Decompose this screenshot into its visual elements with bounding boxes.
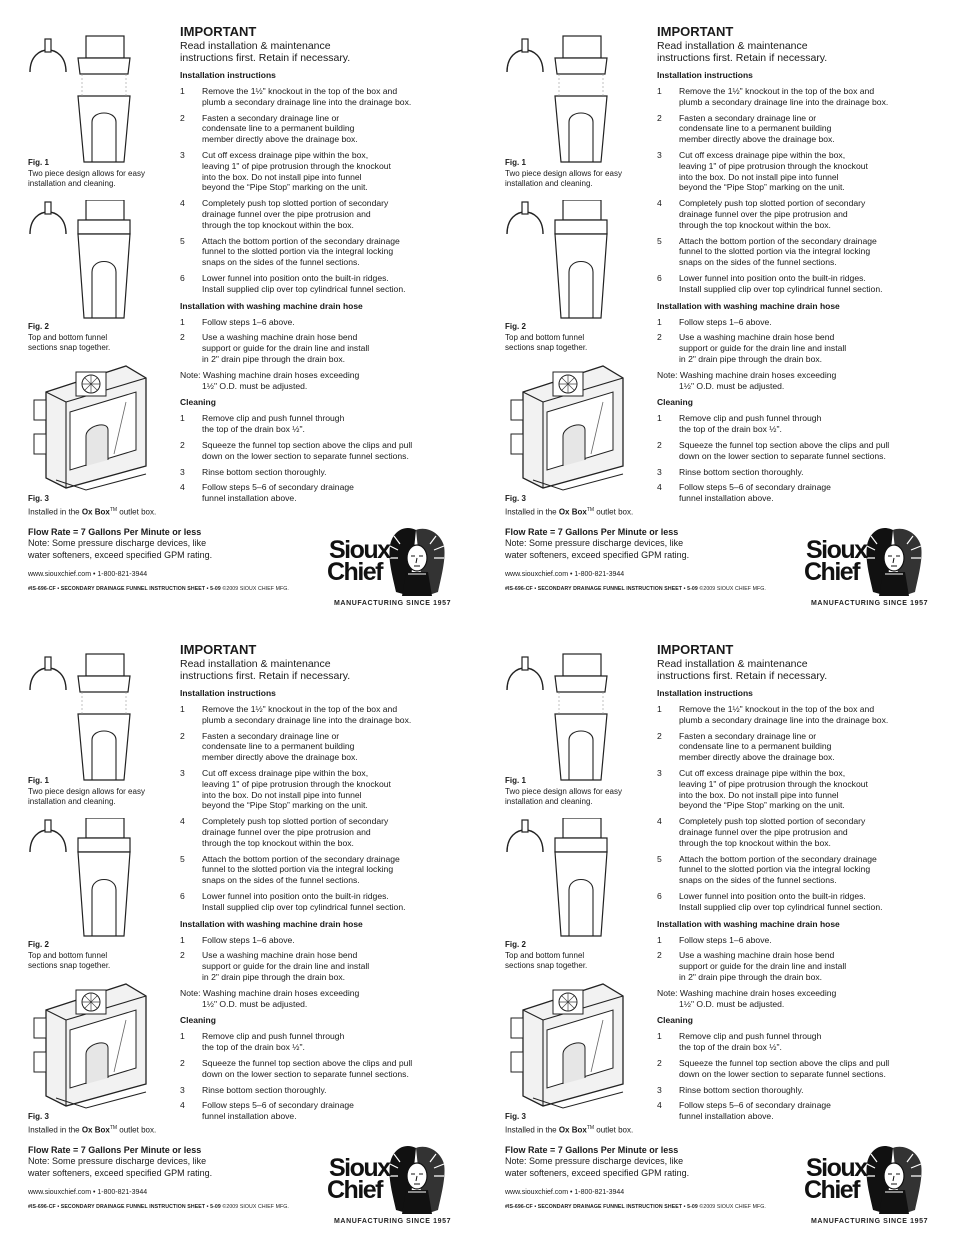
install-step-item xyxy=(180,816,480,848)
step-text: Remove the 1½" knockout in the top of the box and plumb a secondary drainage line into the drainage box. xyxy=(679,704,889,725)
fig3-caption: Fig. 3 Installed in the Ox Box™ outlet box. xyxy=(505,1112,634,1135)
cleaning-heading: Cleaning xyxy=(180,397,216,408)
step-number: 2 xyxy=(180,332,185,343)
install-step-item xyxy=(180,86,480,108)
washer-step-item xyxy=(657,935,954,946)
doc-code: #IS-696-CF • SECONDARY DRAINAGE FUNNEL INSTRUCTION SHEET • 5-09 ©2009 SIOUX CHIEF MFG. xyxy=(28,586,289,592)
website-phone: www.siouxchief.com • 1-800-821-3944 xyxy=(28,1189,148,1196)
step-text: Rinse bottom section thoroughly. xyxy=(679,1084,804,1095)
instruction-sheet-bottom-right xyxy=(501,640,954,1250)
install-step-item xyxy=(657,704,954,726)
step-number: 5 xyxy=(180,235,185,246)
step-text: Use a washing machine drain hose bend support or guide for the drain line and install in 2" drain pipe through the drain box. xyxy=(679,950,847,982)
install-heading: Installation instructions xyxy=(657,70,753,80)
step-text: Follow steps 1–6 above. xyxy=(679,934,772,945)
install-heading: Installation instructions xyxy=(657,688,753,698)
step-number: 3 xyxy=(657,149,662,160)
step-number: 3 xyxy=(657,767,662,778)
cleaning-step-item xyxy=(657,413,954,435)
cleaning-heading: Cleaning xyxy=(180,1015,216,1026)
step-text: Rinse bottom section thoroughly. xyxy=(679,466,804,477)
washer-note: Note: Washing machine drain hoses exceeding 1½" O.D. must be adjusted. xyxy=(180,369,360,391)
flow-note-1: Note: Some pressure discharge devices, like xyxy=(505,1156,684,1166)
step-number: 2 xyxy=(180,950,185,961)
fig1-caption: Fig. 1 Two piece design allows for easy installation and cleaning. xyxy=(28,776,145,806)
flow-note-2: water softeners, exceed specified GPM rating. xyxy=(505,550,690,560)
fig3-illustration xyxy=(26,362,166,492)
washer-step-item xyxy=(180,935,480,946)
fig1-caption: Fig. 1 Two piece design allows for easy installation and cleaning. xyxy=(505,158,622,188)
step-number: 3 xyxy=(180,149,185,160)
step-number: 1 xyxy=(180,1031,185,1042)
step-text: Fasten a secondary drainage line or condensate line to a permanent building member directly above the drainage box. xyxy=(202,730,358,763)
step-text: Follow steps 5–6 of secondary drainage funnel installation above. xyxy=(679,482,831,504)
washer-steps xyxy=(180,935,480,983)
step-number: 1 xyxy=(657,86,662,96)
step-number: 2 xyxy=(180,112,185,123)
read-first-line-1: Read installation & maintenance xyxy=(657,40,808,52)
chief-headdress-icon xyxy=(863,522,925,598)
step-number: 4 xyxy=(657,198,662,209)
step-number: 4 xyxy=(657,1100,662,1111)
step-number: 5 xyxy=(657,235,662,246)
fig3-caption: Fig. 3 Installed in the Ox Box™ outlet box. xyxy=(28,494,157,517)
step-number: 2 xyxy=(180,730,185,741)
washer-heading: Installation with washing machine drain hose xyxy=(657,300,840,311)
step-number: 1 xyxy=(180,86,185,96)
fig3-caption: Fig. 3 Installed in the Ox Box™ outlet box. xyxy=(505,494,634,517)
step-number: 5 xyxy=(180,853,185,864)
cleaning-step-item xyxy=(657,1058,954,1080)
step-text: Cut off excess drainage pipe within the box, leaving 1" of pipe protrusion through the knockout into the box. Do not install pipe into funnel beyond the “Pipe Stop” marking on the unit. xyxy=(679,767,868,811)
fig2-caption: Fig. 2 Top and bottom funnel sections snap together. xyxy=(505,322,588,352)
install-step-item xyxy=(180,768,480,811)
fig3-illustration xyxy=(503,362,643,492)
step-text: Use a washing machine drain hose bend support or guide for the drain line and install in 2" drain pipe through the drain box. xyxy=(202,950,370,982)
brand-tagline: MANUFACTURING SINCE 1957 xyxy=(811,600,929,607)
install-steps xyxy=(657,704,954,913)
cleaning-step-item xyxy=(180,1100,480,1122)
install-step-item xyxy=(657,198,954,230)
step-number: 4 xyxy=(657,816,662,827)
important-heading: IMPORTANT xyxy=(657,642,734,657)
fig1-illustration xyxy=(503,34,643,164)
step-number: 3 xyxy=(180,466,185,477)
step-number: 2 xyxy=(657,1057,662,1068)
fig1-illustration xyxy=(26,652,166,782)
instructions-column xyxy=(180,25,480,509)
footer xyxy=(505,1145,805,1210)
washer-note: Note: Washing machine drain hoses exceeding 1½" O.D. must be adjusted. xyxy=(657,987,837,1009)
install-step-item xyxy=(180,150,480,193)
install-step-item xyxy=(180,854,480,886)
step-number: 6 xyxy=(180,272,185,283)
washer-step-item xyxy=(657,317,954,328)
step-number: 3 xyxy=(657,466,662,477)
important-heading: IMPORTANT xyxy=(657,24,734,39)
fig3-caption: Fig. 3 Installed in the Ox Box™ outlet box. xyxy=(28,1112,157,1135)
footer xyxy=(28,527,328,592)
flow-note-1: Note: Some pressure discharge devices, like xyxy=(28,1156,207,1166)
step-number: 2 xyxy=(180,439,185,450)
step-text: Attach the bottom portion of the secondary drainage funnel to the slotted portion via the integral locking snaps on the sides of the funnel sections. xyxy=(679,235,877,268)
step-number: 1 xyxy=(657,413,662,424)
step-number: 6 xyxy=(657,272,662,283)
step-text: Remove clip and push funnel through the top of the drain box ½". xyxy=(202,413,345,435)
brand-chief: Chief xyxy=(804,558,859,586)
sioux-chief-logo xyxy=(801,522,929,614)
step-text: Remove the 1½" knockout in the top of the box and plumb a secondary drainage line into the drainage box. xyxy=(202,86,412,107)
install-step-item xyxy=(180,704,480,726)
step-text: Rinse bottom section thoroughly. xyxy=(202,1084,327,1095)
washer-step-item xyxy=(180,332,480,364)
website-phone: www.siouxchief.com • 1-800-821-3944 xyxy=(505,571,625,578)
step-text: Remove clip and push funnel through the top of the drain box ½". xyxy=(202,1031,345,1053)
install-steps xyxy=(180,704,480,913)
step-text: Lower funnel into position onto the built-in ridges. Install supplied clip over top cylindrical funnel section. xyxy=(679,890,883,912)
step-text: Follow steps 1–6 above. xyxy=(679,316,772,327)
flow-note-2: water softeners, exceed specified GPM rating. xyxy=(28,550,213,560)
footer xyxy=(505,527,805,592)
step-number: 2 xyxy=(657,730,662,741)
brand-chief: Chief xyxy=(804,1176,859,1204)
install-steps xyxy=(180,86,480,295)
flow-rate: Flow Rate = 7 Gallons Per Minute or less xyxy=(28,527,202,537)
step-text: Use a washing machine drain hose bend support or guide for the drain line and install in 2" drain pipe through the drain box. xyxy=(202,332,370,364)
step-text: Squeeze the funnel top section above the clips and pull down on the lower section to separate funnel sections. xyxy=(202,1057,413,1079)
cleaning-heading: Cleaning xyxy=(657,397,693,408)
install-step-item xyxy=(180,236,480,268)
fig2-caption: Fig. 2 Top and bottom funnel sections snap together. xyxy=(28,940,111,970)
washer-step-item xyxy=(180,950,480,982)
step-text: Squeeze the funnel top section above the clips and pull down on the lower section to separate funnel sections. xyxy=(679,1057,890,1079)
step-text: Cut off excess drainage pipe within the box, leaving 1" of pipe protrusion through the knockout into the box. Do not install pipe into funnel beyond the “Pipe Stop” marking on the unit. xyxy=(202,767,391,811)
cleaning-step-item xyxy=(657,1031,954,1053)
fig2-illustration xyxy=(26,200,166,320)
install-heading: Installation instructions xyxy=(180,688,276,698)
install-step-item xyxy=(657,113,954,145)
install-heading: Installation instructions xyxy=(180,70,276,80)
step-number: 1 xyxy=(180,934,185,945)
brand-tagline: MANUFACTURING SINCE 1957 xyxy=(334,600,452,607)
cleaning-step-item xyxy=(180,1058,480,1080)
chief-headdress-icon xyxy=(386,1140,448,1216)
cleaning-step-item xyxy=(657,482,954,504)
fig1-illustration xyxy=(26,34,166,164)
step-number: 3 xyxy=(657,1084,662,1095)
cleaning-steps xyxy=(180,413,480,504)
brand-sioux: Sioux xyxy=(806,536,867,564)
flow-rate: Flow Rate = 7 Gallons Per Minute or less xyxy=(505,1145,679,1155)
washer-step-item xyxy=(657,332,954,364)
step-number: 1 xyxy=(657,704,662,714)
step-text: Follow steps 1–6 above. xyxy=(202,934,295,945)
brand-tagline: MANUFACTURING SINCE 1957 xyxy=(811,1218,929,1225)
washer-step-item xyxy=(657,950,954,982)
fig2-illustration xyxy=(26,818,166,938)
read-first-line-2: instructions first. Retain if necessary. xyxy=(180,670,351,682)
fig3-illustration xyxy=(503,980,643,1110)
install-step-item xyxy=(180,731,480,763)
step-text: Cut off excess drainage pipe within the box, leaving 1" of pipe protrusion through the knockout into the box. Do not install pipe into funnel beyond the “Pipe Stop” marking on the unit. xyxy=(679,149,868,193)
install-step-item xyxy=(180,198,480,230)
step-text: Follow steps 1–6 above. xyxy=(202,316,295,327)
fig2-caption: Fig. 2 Top and bottom funnel sections snap together. xyxy=(28,322,111,352)
install-step-item xyxy=(180,273,480,295)
install-step-item xyxy=(657,150,954,193)
washer-note: Note: Washing machine drain hoses exceeding 1½" O.D. must be adjusted. xyxy=(657,369,837,391)
read-first-line-2: instructions first. Retain if necessary. xyxy=(180,52,351,64)
cleaning-steps xyxy=(657,1031,954,1122)
step-number: 1 xyxy=(657,1031,662,1042)
read-first-line-1: Read installation & maintenance xyxy=(180,658,331,670)
step-text: Remove the 1½" knockout in the top of the box and plumb a secondary drainage line into the drainage box. xyxy=(679,86,889,107)
install-step-item xyxy=(180,113,480,145)
install-step-item xyxy=(657,273,954,295)
step-number: 1 xyxy=(180,704,185,714)
install-step-item xyxy=(657,891,954,913)
step-number: 6 xyxy=(657,890,662,901)
cleaning-step-item xyxy=(657,1085,954,1096)
step-text: Attach the bottom portion of the secondary drainage funnel to the slotted portion via the integral locking snaps on the sides of the funnel sections. xyxy=(679,853,877,886)
flow-note-1: Note: Some pressure discharge devices, like xyxy=(505,538,684,548)
chief-headdress-icon xyxy=(863,1140,925,1216)
washer-steps xyxy=(180,317,480,365)
instruction-sheet-top-left xyxy=(24,22,486,632)
read-first-line-2: instructions first. Retain if necessary. xyxy=(657,52,828,64)
fig2-caption: Fig. 2 Top and bottom funnel sections snap together. xyxy=(505,940,588,970)
install-step-item xyxy=(657,768,954,811)
chief-headdress-icon xyxy=(386,522,448,598)
brand-sioux: Sioux xyxy=(329,1154,390,1182)
read-first-line-1: Read installation & maintenance xyxy=(180,40,331,52)
install-step-item xyxy=(657,816,954,848)
fig1-caption: Fig. 1 Two piece design allows for easy installation and cleaning. xyxy=(28,158,145,188)
step-text: Cut off excess drainage pipe within the box, leaving 1" of pipe protrusion through the knockout into the box. Do not install pipe into funnel beyond the “Pipe Stop” marking on the unit. xyxy=(202,149,391,193)
step-number: 2 xyxy=(180,1057,185,1068)
fig2-illustration xyxy=(503,818,643,938)
step-text: Completely push top slotted portion of secondary drainage funnel over the pipe protrusion and through the top knockout within the box. xyxy=(679,198,866,230)
flow-note-2: water softeners, exceed specified GPM rating. xyxy=(28,1168,213,1178)
step-number: 1 xyxy=(180,316,185,327)
step-text: Completely push top slotted portion of secondary drainage funnel over the pipe protrusion and through the top knockout within the box. xyxy=(679,816,866,848)
flow-note-2: water softeners, exceed specified GPM rating. xyxy=(505,1168,690,1178)
cleaning-step-item xyxy=(180,467,480,478)
read-first-line-2: instructions first. Retain if necessary. xyxy=(657,670,828,682)
step-number: 4 xyxy=(180,816,185,827)
brand-chief: Chief xyxy=(327,558,382,586)
fig2-illustration xyxy=(503,200,643,320)
step-text: Fasten a secondary drainage line or condensate line to a permanent building member directly above the drainage box. xyxy=(679,112,835,145)
step-text: Attach the bottom portion of the secondary drainage funnel to the slotted portion via the integral locking snaps on the sides of the funnel sections. xyxy=(202,235,400,268)
website-phone: www.siouxchief.com • 1-800-821-3944 xyxy=(28,571,148,578)
washer-note: Note: Washing machine drain hoses exceeding 1½" O.D. must be adjusted. xyxy=(180,987,360,1009)
step-number: 4 xyxy=(180,198,185,209)
brand-chief: Chief xyxy=(327,1176,382,1204)
step-text: Remove clip and push funnel through the top of the drain box ½". xyxy=(679,1031,822,1053)
brand-tagline: MANUFACTURING SINCE 1957 xyxy=(334,1218,452,1225)
cleaning-step-item xyxy=(657,467,954,478)
step-number: 1 xyxy=(657,316,662,327)
step-text: Fasten a secondary drainage line or condensate line to a permanent building member directly above the drainage box. xyxy=(202,112,358,145)
step-text: Lower funnel into position onto the built-in ridges. Install supplied clip over top cylindrical funnel section. xyxy=(202,890,406,912)
step-number: 1 xyxy=(657,934,662,945)
install-step-item xyxy=(657,731,954,763)
step-text: Rinse bottom section thoroughly. xyxy=(202,466,327,477)
instruction-sheet-bottom-left xyxy=(24,640,486,1250)
step-text: Fasten a secondary drainage line or condensate line to a permanent building member directly above the drainage box. xyxy=(679,730,835,763)
cleaning-step-item xyxy=(180,482,480,504)
cleaning-step-item xyxy=(180,1031,480,1053)
cleaning-step-item xyxy=(657,1100,954,1122)
washer-heading: Installation with washing machine drain hose xyxy=(657,918,840,929)
step-text: Completely push top slotted portion of secondary drainage funnel over the pipe protrusion and through the top knockout within the box. xyxy=(202,198,389,230)
website-phone: www.siouxchief.com • 1-800-821-3944 xyxy=(505,1189,625,1196)
step-number: 4 xyxy=(180,1100,185,1111)
instructions-column xyxy=(657,643,954,1127)
read-first-line-1: Read installation & maintenance xyxy=(657,658,808,670)
cleaning-step-item xyxy=(180,413,480,435)
step-number: 4 xyxy=(657,482,662,493)
step-text: Follow steps 5–6 of secondary drainage funnel installation above. xyxy=(202,1100,354,1122)
washer-steps xyxy=(657,317,954,365)
install-step-item xyxy=(180,891,480,913)
washer-step-item xyxy=(180,317,480,328)
step-text: Lower funnel into position onto the built-in ridges. Install supplied clip over top cylindrical funnel section. xyxy=(202,272,406,294)
step-text: Completely push top slotted portion of secondary drainage funnel over the pipe protrusion and through the top knockout within the box. xyxy=(202,816,389,848)
brand-sioux: Sioux xyxy=(329,536,390,564)
fig1-caption: Fig. 1 Two piece design allows for easy installation and cleaning. xyxy=(505,776,622,806)
step-number: 5 xyxy=(657,853,662,864)
cleaning-step-item xyxy=(180,1085,480,1096)
step-number: 4 xyxy=(180,482,185,493)
flow-rate: Flow Rate = 7 Gallons Per Minute or less xyxy=(505,527,679,537)
sioux-chief-logo xyxy=(324,522,452,614)
washer-steps xyxy=(657,935,954,983)
footer xyxy=(28,1145,328,1210)
step-text: Use a washing machine drain hose bend support or guide for the drain line and install in 2" drain pipe through the drain box. xyxy=(679,332,847,364)
step-number: 3 xyxy=(180,1084,185,1095)
instructions-column xyxy=(657,25,954,509)
doc-code: #IS-696-CF • SECONDARY DRAINAGE FUNNEL INSTRUCTION SHEET • 5-09 ©2009 SIOUX CHIEF MFG. xyxy=(28,1204,289,1210)
install-step-item xyxy=(657,236,954,268)
step-text: Squeeze the funnel top section above the clips and pull down on the lower section to separate funnel sections. xyxy=(679,439,890,461)
doc-code: #IS-696-CF • SECONDARY DRAINAGE FUNNEL INSTRUCTION SHEET • 5-09 ©2009 SIOUX CHIEF MFG. xyxy=(505,586,766,592)
important-heading: IMPORTANT xyxy=(180,24,257,39)
step-text: Attach the bottom portion of the secondary drainage funnel to the slotted portion via the integral locking snaps on the sides of the funnel sections. xyxy=(202,853,400,886)
fig3-illustration xyxy=(26,980,166,1110)
step-text: Remove clip and push funnel through the top of the drain box ½". xyxy=(679,413,822,435)
install-steps xyxy=(657,86,954,295)
step-number: 2 xyxy=(657,112,662,123)
instruction-sheet-top-right xyxy=(501,22,954,632)
cleaning-steps xyxy=(657,413,954,504)
install-step-item xyxy=(657,854,954,886)
brand-sioux: Sioux xyxy=(806,1154,867,1182)
sioux-chief-logo xyxy=(801,1140,929,1232)
step-text: Remove the 1½" knockout in the top of the box and plumb a secondary drainage line into the drainage box. xyxy=(202,704,412,725)
washer-heading: Installation with washing machine drain hose xyxy=(180,300,363,311)
important-heading: IMPORTANT xyxy=(180,642,257,657)
cleaning-step-item xyxy=(180,440,480,462)
step-number: 2 xyxy=(657,332,662,343)
sioux-chief-logo xyxy=(324,1140,452,1232)
step-number: 1 xyxy=(180,413,185,424)
cleaning-steps xyxy=(180,1031,480,1122)
doc-code: #IS-696-CF • SECONDARY DRAINAGE FUNNEL INSTRUCTION SHEET • 5-09 ©2009 SIOUX CHIEF MFG. xyxy=(505,1204,766,1210)
step-text: Follow steps 5–6 of secondary drainage funnel installation above. xyxy=(202,482,354,504)
cleaning-step-item xyxy=(657,440,954,462)
cleaning-heading: Cleaning xyxy=(657,1015,693,1026)
step-text: Lower funnel into position onto the built-in ridges. Install supplied clip over top cylindrical funnel section. xyxy=(679,272,883,294)
install-step-item xyxy=(657,86,954,108)
step-number: 3 xyxy=(180,767,185,778)
step-text: Squeeze the funnel top section above the clips and pull down on the lower section to separate funnel sections. xyxy=(202,439,413,461)
step-number: 6 xyxy=(180,890,185,901)
flow-rate: Flow Rate = 7 Gallons Per Minute or less xyxy=(28,1145,202,1155)
fig1-illustration xyxy=(503,652,643,782)
flow-note-1: Note: Some pressure discharge devices, like xyxy=(28,538,207,548)
step-text: Follow steps 5–6 of secondary drainage funnel installation above. xyxy=(679,1100,831,1122)
instructions-column xyxy=(180,643,480,1127)
washer-heading: Installation with washing machine drain hose xyxy=(180,918,363,929)
step-number: 2 xyxy=(657,950,662,961)
step-number: 2 xyxy=(657,439,662,450)
